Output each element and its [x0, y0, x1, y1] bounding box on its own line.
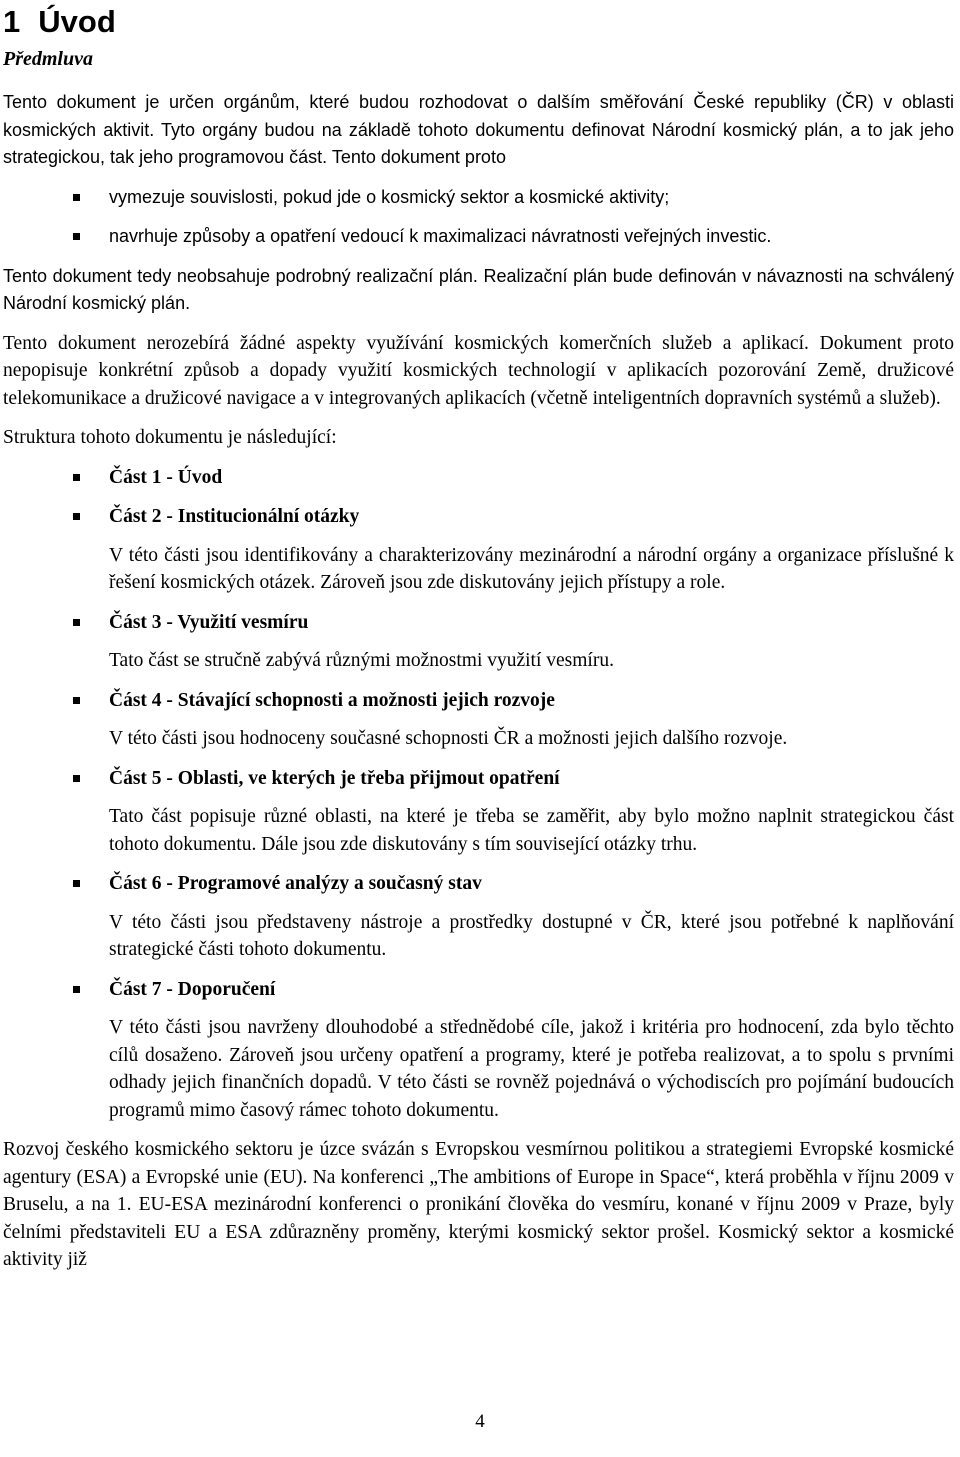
part-title: Část 5 - Oblasti, ve kterých je třeba přijmout opatření: [109, 767, 560, 789]
part-description: V této části jsou identifikovány a charakterizovány mezinárodní a národní orgány a organizace příslušné k řešení kosmických otázek. Zároveň jsou zde diskutovány jejich přístupy a role.: [109, 544, 954, 593]
part-description: V této části jsou navrženy dlouhodobé a střednědobé cíle, jakož i kritéria pro hodnocení, zda bylo těchto cílů dosaženo. Zároveň jsou určeny opatření a programy, které je potřeba realizovat, a to spolu s prvními odhady jejich finančních dopadů. V této části se rovněž pojednává o východiscích pro pojímání budoucích programů mimo časový rámec tohoto dokumentu.: [109, 1017, 954, 1121]
part-description: V této části jsou představeny nástroje a prostředky dostupné v ČR, které jsou potřebné k naplňování strategické části tohoto dokumentu.: [109, 911, 954, 960]
list-item: [3, 223, 954, 251]
part-title: Část 7 - Doporučení: [109, 978, 276, 1000]
section-subtitle: Předmluva: [3, 48, 93, 70]
page-number: 4: [475, 1411, 485, 1432]
bullet-icon: [73, 194, 80, 201]
scope-paragraph: Tento dokument nerozebírá žádné aspekty využívání kosmických komerčních služeb a aplikací. Dokument proto nepopisuje konkrétní způsob a dopady využití kosmických technologií v aplikacích pozorování Země, družicové telekomunikace a družicové navigace a v integrovaných aplikacích (včetně inteligentních dopravních systémů a služeb).: [3, 332, 954, 409]
document-page: [3, 0, 954, 1274]
part-description: Tato část popisuje různé oblasti, na které je třeba se zaměřit, aby bylo možno naplnit strategickou část tohoto dokumentu. Dále jsou zde diskutovány s tím související otázky trhu.: [109, 806, 954, 855]
intro-paragraph: Tento dokument je určen orgánům, které budou rozhodovat o dalším směřování České republiky (ČR) v oblasti kosmických aktivit. Tyto orgány budou na základě tohoto dokumentu definovat Národní kosmický plán, a to jak jeho strategickou, tak jeho programovou část. Tento dokument proto: [3, 92, 954, 167]
list-item-text: vymezuje souvislosti, pokud jde o kosmický sektor a kosmické aktivity;: [109, 186, 670, 207]
structure-intro: Struktura tohoto dokumentu je následující:: [3, 427, 337, 448]
bullet-icon: [73, 513, 80, 520]
part-title: Část 3 - Využití vesmíru: [109, 611, 309, 633]
part-title: Část 2 - Institucionální otázky: [109, 506, 360, 527]
chapter-title: Úvod: [38, 4, 116, 39]
chapter-number: 1: [3, 4, 21, 39]
structure-item: [3, 870, 954, 964]
part-title: Část 4 - Stávající schopnosti a možnosti jejich rozvoje: [109, 689, 555, 711]
structure-item: [3, 503, 954, 597]
structure-item: [3, 609, 954, 675]
structure-item: [3, 765, 954, 859]
structure-list: [3, 464, 954, 1125]
part-title: Část 6 - Programové analýzy a současný stav: [109, 873, 482, 894]
structure-item: [3, 687, 954, 753]
bullet-icon: [73, 233, 80, 240]
bullet-icon: [73, 775, 80, 782]
structure-item: [3, 464, 954, 492]
structure-item: [3, 976, 954, 1125]
bullet-icon: [73, 986, 80, 993]
bullet-icon: [73, 880, 80, 887]
part-description: V této části jsou hodnoceny současné schopnosti ČR a možnosti jejich dalšího rozvoje.: [109, 728, 788, 749]
part-description: Tato část se stručně zabývá různými možnostmi využití vesmíru.: [109, 650, 614, 671]
bullet-icon: [73, 474, 80, 481]
plan-paragraph: Tento dokument tedy neobsahuje podrobný realizační plán. Realizační plán bude definován v návaznosti na schválený Národní kosmický plán.: [3, 265, 954, 313]
bullet-icon: [73, 619, 80, 626]
bullet-icon: [73, 697, 80, 704]
part-title: Část 1 - Úvod: [109, 466, 223, 488]
chapter-heading: [3, 3, 954, 41]
closing-paragraph: Rozvoj českého kosmického sektoru je úzce svázán s Evropskou vesmírnou politikou a strategiemi Evropské kosmické agentury (ESA) a Evropské unie (EU). Na konferenci „The ambitions of Europe in Space“, která proběhla v říjnu 2009 v Bruselu, a na 1. EU-ESA mezinárodní konferenci o pronikání člověka do vesmíru, konané v říjnu 2009 v Praze, byly čelními představiteli EU a ESA zdůrazněny proměny, kterými kosmický sektor prošel. Kosmický sektor a kosmické aktivity již: [3, 1139, 954, 1270]
list-item-text: navrhuje způsoby a opatření vedoucí k maximalizaci návratnosti veřejných investic.: [109, 226, 772, 246]
list-item: [3, 184, 954, 212]
purpose-list: [3, 184, 954, 251]
